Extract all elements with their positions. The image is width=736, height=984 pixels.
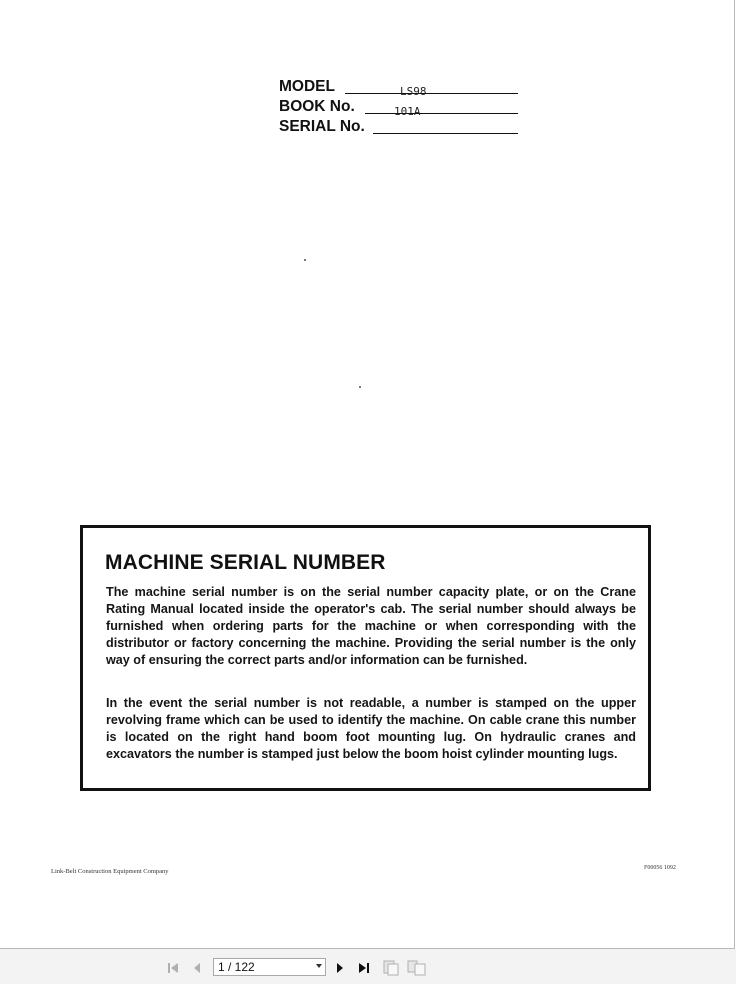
notice-title: MACHINE SERIAL NUMBER bbox=[105, 551, 386, 574]
next-page-icon[interactable] bbox=[334, 961, 346, 974]
serial-number-notice bbox=[80, 525, 651, 791]
notice-paragraph: In the event the serial number is not readable, a number is stamped on the upper revolving frame which can be used to identify the machine. On cable crane this number is located on the right hand boom foot mounting lug. On hydraulic cranes and excavators the number is stamped just below the boom hoist cylinder mounting lugs. bbox=[106, 696, 636, 761]
serial-line bbox=[373, 133, 518, 134]
scan-speck bbox=[304, 259, 306, 261]
chevron-down-icon bbox=[316, 964, 322, 968]
model-line bbox=[345, 93, 518, 94]
book-label: BOOK No. bbox=[279, 98, 355, 115]
first-page-icon[interactable] bbox=[166, 961, 180, 974]
single-page-view-icon[interactable] bbox=[381, 960, 401, 976]
identification-fields bbox=[279, 78, 524, 138]
serial-label: SERIAL No. bbox=[279, 118, 365, 135]
company-name: Link-Belt Construction Equipment Company bbox=[51, 868, 169, 875]
previous-page-icon[interactable] bbox=[191, 961, 203, 974]
book-value: 101A bbox=[394, 105, 421, 118]
model-field bbox=[279, 78, 524, 98]
scan-speck bbox=[359, 386, 361, 388]
model-value: LS98 bbox=[400, 85, 427, 98]
model-label: MODEL bbox=[279, 78, 335, 95]
book-field bbox=[279, 98, 524, 118]
serial-field bbox=[279, 118, 524, 138]
document-code: F00056 1092 bbox=[644, 865, 676, 871]
two-page-view-icon[interactable] bbox=[406, 960, 428, 976]
notice-paragraph: The machine serial number is on the serial number capacity plate, or on the Crane Rating Manual located inside the operator's cab. The serial number should always be furnished when ordering parts for the machine or when corresponding with the distributor or factory concerning the machine. Providing the serial number is the only way of ensuring the correct parts and/or information can be furnished. bbox=[106, 585, 636, 667]
page-indicator: 1 / 122 bbox=[218, 960, 255, 974]
book-line bbox=[365, 113, 518, 114]
last-page-icon[interactable] bbox=[357, 961, 371, 974]
page-number-select[interactable] bbox=[213, 958, 326, 976]
